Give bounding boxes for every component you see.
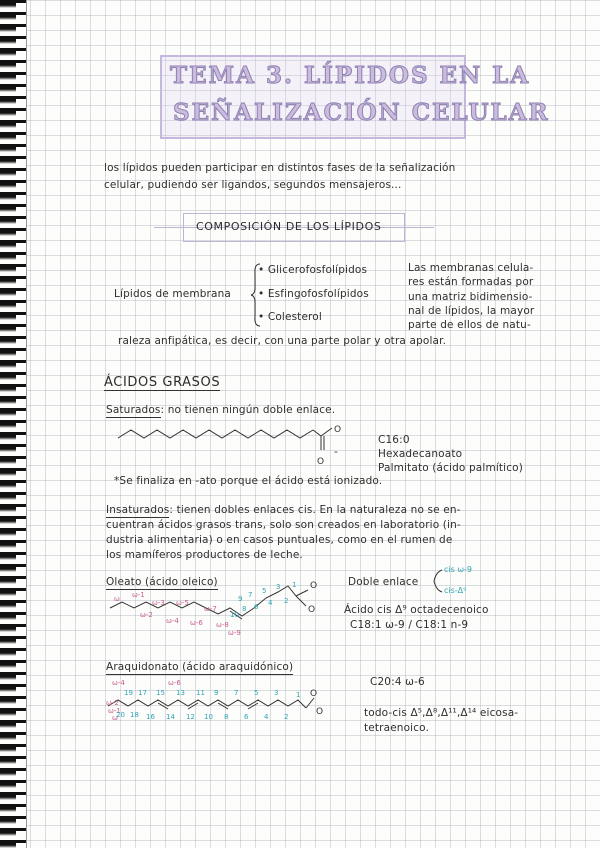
arachidonate-carbon-2: 2 <box>284 713 289 721</box>
arachidonate-carbon-17: 17 <box>138 689 147 697</box>
oleate-omega-4: ω-4 <box>166 617 179 625</box>
membrane-note-2: res están formadas por <box>408 276 534 288</box>
arachidonate-carbon-11: 11 <box>196 689 205 697</box>
membrane-item-3: • Colesterol <box>258 311 322 323</box>
oleate-carbon-5: 5 <box>262 587 267 595</box>
unsaturated-line1: : tienen dobles enlaces cis. En la naturaleza no se en- <box>169 504 461 516</box>
svg-text:O: O <box>308 605 316 615</box>
membrane-note-end: raleza anfipática, es decir, con una parte polar y otra apolar. <box>118 335 447 347</box>
composition-heading: COMPOSICIÓN DE LOS LÍPIDOS <box>196 220 382 233</box>
oleate-formula: C18:1 ω-9 / C18:1 n-9 <box>350 619 469 631</box>
arachidonate-carbon-19: 19 <box>124 689 133 697</box>
double-bond-label: Doble enlace <box>348 576 419 588</box>
arachidonate-carbon-1: 1 <box>296 691 301 699</box>
fatty-acids-heading: ÁCIDOS GRASOS <box>104 375 221 390</box>
arachidonate-carbon-4: 4 <box>264 713 269 721</box>
intro-line1: los lípidos pueden participar en distintos fases de la señalización <box>104 162 456 174</box>
oleate-omega-3: ω-3 <box>152 599 165 607</box>
arachidonate-omega-4: ω-4 <box>112 679 125 687</box>
intro-line2: celular, pudiendo ser ligandos, segundos mensajeros... <box>104 179 402 191</box>
membrane-note-1: Las membranas celula- <box>408 262 534 274</box>
double-bond-option-2: cis-Δ⁹ <box>444 586 467 595</box>
oleate-carbon-8: 8 <box>242 605 247 613</box>
arachidonate-omega-2: ω-2 <box>106 699 119 707</box>
membrane-note-4: nal de lípidos, la mayor <box>408 305 535 317</box>
arachidonate-carbon-18: 18 <box>130 711 139 719</box>
oleate-carbon-3: 3 <box>276 583 281 591</box>
svg-text:O: O <box>317 457 325 467</box>
palmitate-common-name: Palmitato (ácido palmítico) <box>378 462 523 474</box>
arachidonate-carbon-10: 10 <box>204 713 213 721</box>
unsaturated-line2: cuentran ácidos grasos trans, solo son creados en laboratorio (in- <box>106 519 461 531</box>
palmitate-formula: C16:0 <box>378 434 410 446</box>
oleate-carbon-4: 4 <box>268 599 273 607</box>
arachidonate-carbon-6: 6 <box>244 713 249 721</box>
oleate-carbon-2: 2 <box>284 597 289 605</box>
arachidonate-omega-0: ω <box>112 714 118 722</box>
notebook-spiral <box>0 0 27 848</box>
oleate-carbon-7: 7 <box>248 591 253 599</box>
oleate-carbon-10: 10 <box>230 611 239 619</box>
oleate-omega-0: ω <box>114 595 120 603</box>
unsaturated-line3: dustria alimentaria) o en casos puntuales, como en el rumen de <box>106 534 453 546</box>
double-bond-brace <box>432 568 444 594</box>
arachidonate-name-line2: tetraenoico. <box>364 722 430 734</box>
arachidonate-carbon-5: 5 <box>254 689 259 697</box>
oleate-label: Oleato (ácido oleico) <box>106 576 218 588</box>
oleate-omega-7: ω-7 <box>204 605 217 613</box>
arachidonate-carbon-3: 3 <box>274 689 279 697</box>
arachidonate-name-line1: todo-cis Δ⁵,Δ⁸,Δ¹¹,Δ¹⁴ eicosa- <box>364 707 519 719</box>
arachidonate-omega-1: ω-1 <box>108 707 121 715</box>
arachidonate-carbon-7: 7 <box>234 689 239 697</box>
arachidonate-carbon-12: 12 <box>186 713 195 721</box>
unsaturated-label: Insaturados <box>106 504 170 516</box>
svg-text:O: O <box>316 707 324 717</box>
arachidonate-carbon-20: 20 <box>116 711 125 719</box>
oleate-carbon-1: 1 <box>292 581 297 589</box>
membrane-note-5: parte de ellos de natu- <box>408 319 531 331</box>
svg-text:O: O <box>310 581 318 591</box>
palmitate-name: Hexadecanoato <box>378 448 463 460</box>
arachidonate-carbon-16: 16 <box>146 713 155 721</box>
membrane-lipids-label: Lípidos de membrana <box>114 288 231 300</box>
oleate-carbon-9: 9 <box>238 595 243 603</box>
ionized-note: *Se finaliza en -ato porque el ácido está ionizado. <box>114 475 383 487</box>
arachidonate-omega-6: ω-6 <box>168 679 181 687</box>
oleate-omega-8: ω-8 <box>216 621 229 629</box>
arachidonate-formula: C20:4 ω-6 <box>370 676 425 688</box>
svg-text:O: O <box>310 689 318 699</box>
membrane-item-2: • Esfingofosfolípidos <box>258 288 369 300</box>
arachidonate-carbon-8: 8 <box>224 713 229 721</box>
oleate-systematic-name: Ácido cis Δ⁹ octadecenoico <box>344 604 489 616</box>
arachidonate-carbon-14: 14 <box>166 713 175 721</box>
saturated-text: : no tienen ningún doble enlace. <box>160 404 336 416</box>
unsaturated-line4: los mamíferos productores de leche. <box>106 549 303 561</box>
saturated-label: Saturados <box>106 404 161 416</box>
arachidonate-carbon-9: 9 <box>214 689 219 697</box>
membrane-note-3: una matriz bidimensio- <box>408 291 533 303</box>
arachidonate-label: Araquidonato (ácido araquidónico) <box>106 661 294 673</box>
arachidonate-carbon-13: 13 <box>176 689 185 697</box>
double-bond-option-1: cis ω-9 <box>444 565 473 574</box>
svg-text:O: O <box>334 425 342 435</box>
oleate-omega-5: ω-5 <box>176 599 189 607</box>
oleate-omega-9: ω-9 <box>228 629 241 637</box>
oleate-omega-6: ω-6 <box>190 619 203 627</box>
oleate-omega-1: ω-1 <box>132 591 145 599</box>
palmitate-structure <box>118 424 348 474</box>
oleate-carbon-6: 6 <box>254 603 259 611</box>
page-title-line1: TEMA 3. LÍPIDOS EN LA <box>170 62 531 89</box>
membrane-item-1: • Glicerofosfolípidos <box>258 264 368 276</box>
palmitate-charge: - <box>334 446 338 458</box>
oleate-omega-2: ω-2 <box>140 611 153 619</box>
page-title-line2: SEÑALIZACIÓN CELULAR <box>173 99 550 126</box>
arachidonate-carbon-15: 15 <box>156 689 165 697</box>
